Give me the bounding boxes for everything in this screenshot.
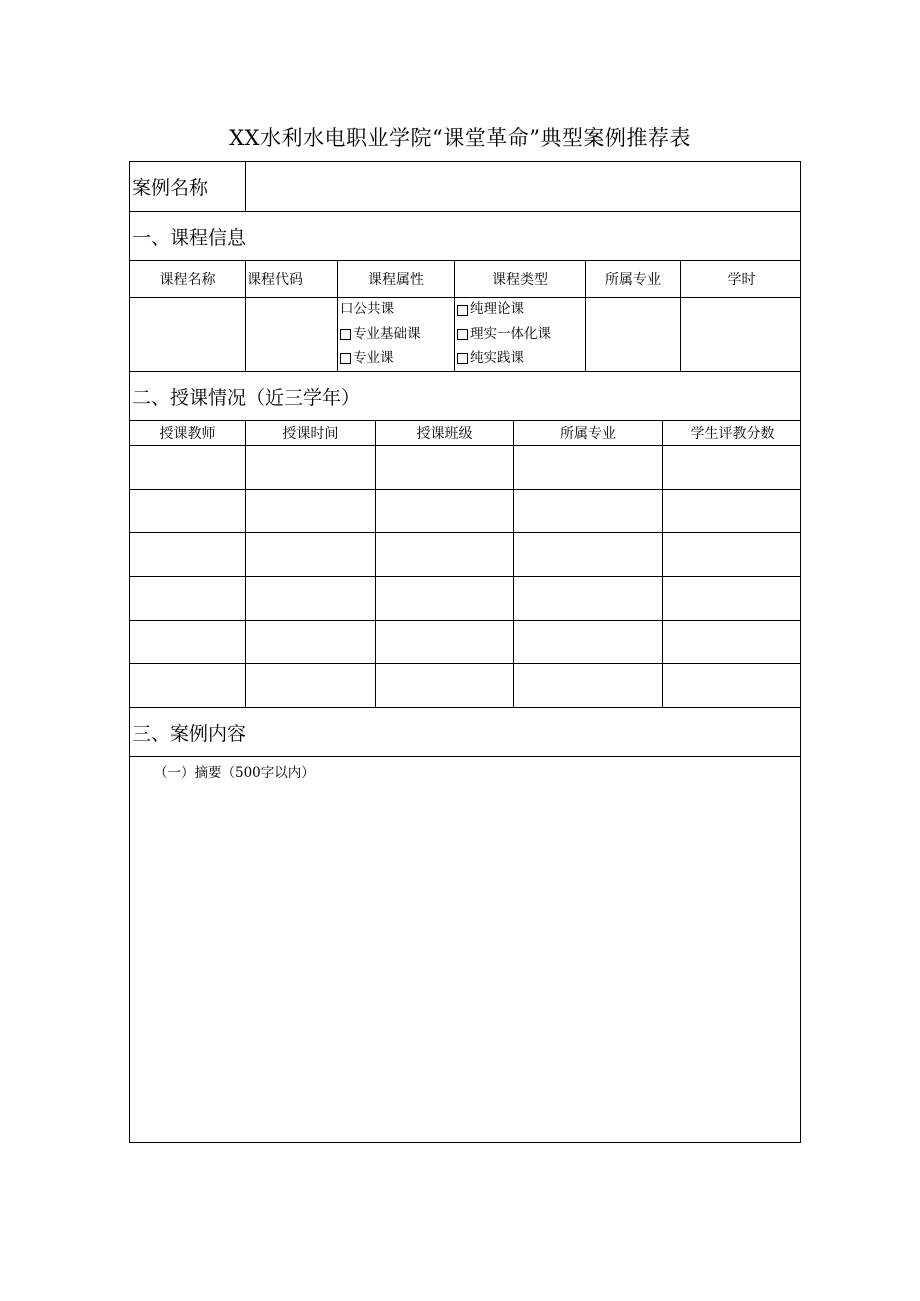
section2-heading-row xyxy=(130,372,800,421)
option-theory-course[interactable]: 纯理论课 xyxy=(457,303,551,317)
teacher-field[interactable] xyxy=(130,490,246,533)
section1-heading-row xyxy=(130,212,800,261)
section3-heading-row xyxy=(130,708,800,757)
class-field[interactable] xyxy=(376,577,514,620)
case-name-row xyxy=(130,162,800,212)
class-field[interactable] xyxy=(376,621,514,664)
checkbox[interactable] xyxy=(340,353,351,364)
course-name-field[interactable] xyxy=(130,298,246,371)
header-teaching-major: 所属专业 xyxy=(514,421,663,445)
class-field[interactable] xyxy=(376,446,514,489)
header-course-code: 课程代码 xyxy=(246,261,338,297)
teaching-row xyxy=(130,490,800,534)
course-attribute-options xyxy=(338,298,455,371)
header-hours: 学时 xyxy=(727,272,756,288)
time-field[interactable] xyxy=(246,490,376,533)
teaching-header-row xyxy=(130,421,800,446)
case-name-field[interactable] xyxy=(246,162,802,211)
teacher-field[interactable] xyxy=(130,533,246,576)
header-course-attribute: 课程属性 xyxy=(338,261,455,297)
class-field[interactable] xyxy=(376,664,514,707)
teaching-row xyxy=(130,577,800,621)
major-field[interactable] xyxy=(514,664,663,707)
course-header-row xyxy=(130,261,800,298)
teacher-field[interactable] xyxy=(130,664,246,707)
major-field[interactable] xyxy=(514,446,663,489)
course-type-options xyxy=(455,298,586,371)
case-name-label-cell xyxy=(130,162,246,211)
case-name-label: 案例名称 xyxy=(132,177,209,199)
option-basic-course[interactable]: 专业基础课 xyxy=(340,328,421,342)
header-major: 所属专业 xyxy=(586,261,681,297)
time-field[interactable] xyxy=(246,446,376,489)
hours-field[interactable] xyxy=(681,298,802,371)
teaching-row xyxy=(130,533,800,577)
header-teaching-time: 授课时间 xyxy=(246,421,376,445)
teacher-field[interactable] xyxy=(130,446,246,489)
section1-heading: 一、课程信息 xyxy=(132,226,247,249)
header-class: 授课班级 xyxy=(376,421,514,445)
score-field[interactable] xyxy=(663,446,802,489)
score-field[interactable] xyxy=(663,533,802,576)
major-field[interactable] xyxy=(514,533,663,576)
abstract-label: （一）摘要（500字以内） xyxy=(154,765,315,781)
checkbox[interactable] xyxy=(340,329,351,340)
time-field[interactable] xyxy=(246,577,376,620)
major-field[interactable] xyxy=(514,490,663,533)
teacher-field[interactable] xyxy=(130,621,246,664)
time-field[interactable] xyxy=(246,664,376,707)
score-field[interactable] xyxy=(663,664,802,707)
class-field[interactable] xyxy=(376,533,514,576)
checkbox[interactable] xyxy=(457,329,468,340)
score-field[interactable] xyxy=(663,621,802,664)
section2-heading: 二、授课情况（近三学年） xyxy=(132,386,361,409)
class-field[interactable] xyxy=(376,490,514,533)
checkbox[interactable] xyxy=(457,353,468,364)
teaching-row xyxy=(130,446,800,490)
time-field[interactable] xyxy=(246,533,376,576)
header-teacher: 授课教师 xyxy=(130,421,246,445)
header-evaluation-score: 学生评教分数 xyxy=(690,426,775,442)
header-course-name: 课程名称 xyxy=(130,261,246,297)
option-integrated-course[interactable]: 理实一体化课 xyxy=(457,328,551,342)
case-content-area[interactable] xyxy=(130,757,800,1142)
teaching-row xyxy=(130,621,800,665)
major-field[interactable] xyxy=(586,298,681,371)
course-code-field[interactable] xyxy=(246,298,338,371)
recommendation-form xyxy=(129,161,801,1143)
score-field[interactable] xyxy=(663,490,802,533)
teacher-field[interactable] xyxy=(130,577,246,620)
section3-heading: 三、案例内容 xyxy=(132,722,247,745)
major-field[interactable] xyxy=(514,577,663,620)
option-public-course[interactable]: 口公共课 xyxy=(340,301,394,318)
time-field[interactable] xyxy=(246,621,376,664)
option-major-course[interactable]: 专业课 xyxy=(340,352,421,366)
score-field[interactable] xyxy=(663,577,802,620)
course-data-row xyxy=(130,298,800,372)
option-practice-course[interactable]: 纯实践课 xyxy=(457,352,551,366)
teaching-row xyxy=(130,664,800,708)
header-course-type: 课程类型 xyxy=(455,261,586,297)
major-field[interactable] xyxy=(514,621,663,664)
checkbox[interactable] xyxy=(457,305,468,316)
form-title: XX水利水电职业学院“课堂革命”典型案例推荐表 xyxy=(229,126,691,150)
